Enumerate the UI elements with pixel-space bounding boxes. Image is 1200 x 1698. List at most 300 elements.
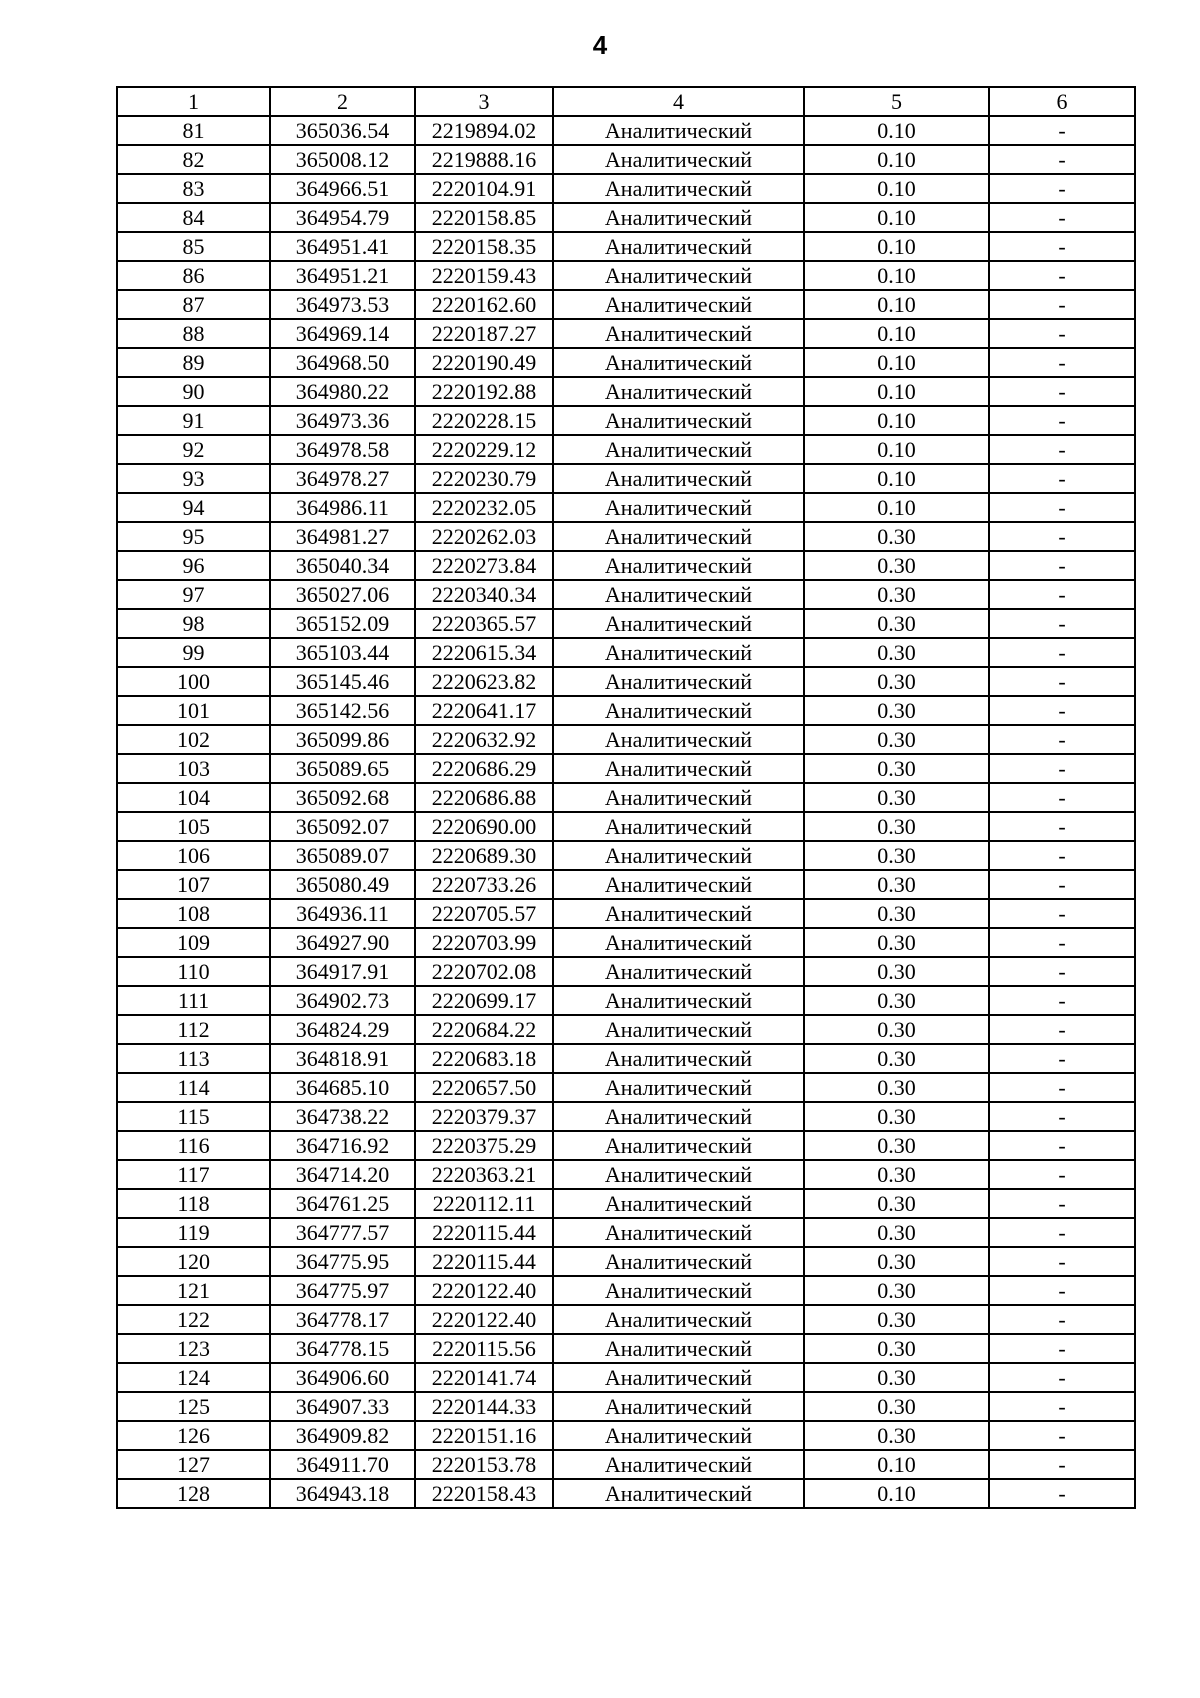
method-cell: Аналитический (553, 1015, 804, 1044)
note-cell: - (989, 870, 1135, 899)
note-cell: - (989, 1189, 1135, 1218)
x-coordinate-cell: 364954.79 (270, 203, 415, 232)
x-coordinate-cell: 364973.53 (270, 290, 415, 319)
table-row (117, 290, 1135, 319)
accuracy-cell: 0.30 (804, 522, 989, 551)
table-row (117, 232, 1135, 261)
table-row (117, 1218, 1135, 1247)
accuracy-cell: 0.30 (804, 870, 989, 899)
y-coordinate-cell: 2220153.78 (415, 1450, 553, 1479)
table-row (117, 1247, 1135, 1276)
point-number-cell: 92 (117, 435, 270, 464)
accuracy-cell: 0.10 (804, 1479, 989, 1508)
x-coordinate-cell: 364778.17 (270, 1305, 415, 1334)
table-row (117, 348, 1135, 377)
header-row (117, 87, 1135, 116)
x-coordinate-cell: 364738.22 (270, 1102, 415, 1131)
note-cell: - (989, 406, 1135, 435)
header-cell-4: 4 (553, 87, 804, 116)
note-cell: - (989, 580, 1135, 609)
method-cell: Аналитический (553, 348, 804, 377)
method-cell: Аналитический (553, 609, 804, 638)
accuracy-cell: 0.30 (804, 1392, 989, 1421)
y-coordinate-cell: 2220365.57 (415, 609, 553, 638)
point-number-cell: 86 (117, 261, 270, 290)
table-row (117, 725, 1135, 754)
note-cell: - (989, 725, 1135, 754)
y-coordinate-cell: 2220684.22 (415, 1015, 553, 1044)
accuracy-cell: 0.30 (804, 1421, 989, 1450)
y-coordinate-cell: 2220190.49 (415, 348, 553, 377)
point-number-cell: 119 (117, 1218, 270, 1247)
method-cell: Аналитический (553, 174, 804, 203)
accuracy-cell: 0.30 (804, 1305, 989, 1334)
note-cell: - (989, 522, 1135, 551)
accuracy-cell: 0.30 (804, 1131, 989, 1160)
note-cell: - (989, 1160, 1135, 1189)
x-coordinate-cell: 365036.54 (270, 116, 415, 145)
note-cell: - (989, 203, 1135, 232)
y-coordinate-cell: 2220192.88 (415, 377, 553, 406)
table-row (117, 928, 1135, 957)
accuracy-cell: 0.30 (804, 754, 989, 783)
method-cell: Аналитический (553, 841, 804, 870)
accuracy-cell: 0.30 (804, 1015, 989, 1044)
y-coordinate-cell: 2220230.79 (415, 464, 553, 493)
y-coordinate-cell: 2220641.17 (415, 696, 553, 725)
y-coordinate-cell: 2220690.00 (415, 812, 553, 841)
point-number-cell: 124 (117, 1363, 270, 1392)
accuracy-cell: 0.10 (804, 348, 989, 377)
y-coordinate-cell: 2220657.50 (415, 1073, 553, 1102)
accuracy-cell: 0.10 (804, 145, 989, 174)
note-cell: - (989, 1479, 1135, 1508)
x-coordinate-cell: 364966.51 (270, 174, 415, 203)
y-coordinate-cell: 2220632.92 (415, 725, 553, 754)
point-number-cell: 85 (117, 232, 270, 261)
x-coordinate-cell: 364978.27 (270, 464, 415, 493)
point-number-cell: 84 (117, 203, 270, 232)
method-cell: Аналитический (553, 1218, 804, 1247)
accuracy-cell: 0.10 (804, 290, 989, 319)
y-coordinate-cell: 2220162.60 (415, 290, 553, 319)
y-coordinate-cell: 2220686.29 (415, 754, 553, 783)
x-coordinate-cell: 365152.09 (270, 609, 415, 638)
y-coordinate-cell: 2220375.29 (415, 1131, 553, 1160)
note-cell: - (989, 319, 1135, 348)
point-number-cell: 94 (117, 493, 270, 522)
method-cell: Аналитический (553, 319, 804, 348)
accuracy-cell: 0.10 (804, 116, 989, 145)
y-coordinate-cell: 2220733.26 (415, 870, 553, 899)
x-coordinate-cell: 364909.82 (270, 1421, 415, 1450)
x-coordinate-cell: 365080.49 (270, 870, 415, 899)
y-coordinate-cell: 2220262.03 (415, 522, 553, 551)
y-coordinate-cell: 2220340.34 (415, 580, 553, 609)
method-cell: Аналитический (553, 957, 804, 986)
y-coordinate-cell: 2220158.85 (415, 203, 553, 232)
table-row (117, 667, 1135, 696)
method-cell: Аналитический (553, 232, 804, 261)
y-coordinate-cell: 2219888.16 (415, 145, 553, 174)
accuracy-cell: 0.30 (804, 1276, 989, 1305)
table-row (117, 1392, 1135, 1421)
method-cell: Аналитический (553, 754, 804, 783)
method-cell: Аналитический (553, 290, 804, 319)
point-number-cell: 88 (117, 319, 270, 348)
point-number-cell: 114 (117, 1073, 270, 1102)
x-coordinate-cell: 364824.29 (270, 1015, 415, 1044)
method-cell: Аналитический (553, 986, 804, 1015)
table-row (117, 1276, 1135, 1305)
point-number-cell: 122 (117, 1305, 270, 1334)
method-cell: Аналитический (553, 899, 804, 928)
point-number-cell: 118 (117, 1189, 270, 1218)
y-coordinate-cell: 2220273.84 (415, 551, 553, 580)
point-number-cell: 91 (117, 406, 270, 435)
accuracy-cell: 0.30 (804, 667, 989, 696)
accuracy-cell: 0.30 (804, 899, 989, 928)
header-cell-5: 5 (804, 87, 989, 116)
point-number-cell: 83 (117, 174, 270, 203)
table-row (117, 1450, 1135, 1479)
point-number-cell: 98 (117, 609, 270, 638)
y-coordinate-cell: 2219894.02 (415, 116, 553, 145)
x-coordinate-cell: 364936.11 (270, 899, 415, 928)
table-row (117, 609, 1135, 638)
accuracy-cell: 0.30 (804, 638, 989, 667)
table-row (117, 783, 1135, 812)
method-cell: Аналитический (553, 1189, 804, 1218)
point-number-cell: 106 (117, 841, 270, 870)
y-coordinate-cell: 2220112.11 (415, 1189, 553, 1218)
table-row (117, 261, 1135, 290)
point-number-cell: 108 (117, 899, 270, 928)
x-coordinate-cell: 364973.36 (270, 406, 415, 435)
point-number-cell: 101 (117, 696, 270, 725)
method-cell: Аналитический (553, 696, 804, 725)
method-cell: Аналитический (553, 1363, 804, 1392)
point-number-cell: 105 (117, 812, 270, 841)
table-row (117, 1044, 1135, 1073)
note-cell: - (989, 783, 1135, 812)
accuracy-cell: 0.10 (804, 174, 989, 203)
table-row (117, 174, 1135, 203)
x-coordinate-cell: 365099.86 (270, 725, 415, 754)
x-coordinate-cell: 364986.11 (270, 493, 415, 522)
table-row (117, 986, 1135, 1015)
header-cell-2: 2 (270, 87, 415, 116)
method-cell: Аналитический (553, 1044, 804, 1073)
point-number-cell: 97 (117, 580, 270, 609)
method-cell: Аналитический (553, 1160, 804, 1189)
note-cell: - (989, 667, 1135, 696)
point-number-cell: 111 (117, 986, 270, 1015)
note-cell: - (989, 812, 1135, 841)
accuracy-cell: 0.30 (804, 609, 989, 638)
note-cell: - (989, 754, 1135, 783)
method-cell: Аналитический (553, 522, 804, 551)
point-number-cell: 123 (117, 1334, 270, 1363)
y-coordinate-cell: 2220122.40 (415, 1305, 553, 1334)
y-coordinate-cell: 2220705.57 (415, 899, 553, 928)
x-coordinate-cell: 364775.97 (270, 1276, 415, 1305)
note-cell: - (989, 638, 1135, 667)
note-cell: - (989, 261, 1135, 290)
y-coordinate-cell: 2220363.21 (415, 1160, 553, 1189)
x-coordinate-cell: 364917.91 (270, 957, 415, 986)
point-number-cell: 112 (117, 1015, 270, 1044)
table-row (117, 1305, 1135, 1334)
table-row (117, 754, 1135, 783)
table-row (117, 406, 1135, 435)
y-coordinate-cell: 2220158.35 (415, 232, 553, 261)
accuracy-cell: 0.10 (804, 261, 989, 290)
point-number-cell: 110 (117, 957, 270, 986)
x-coordinate-cell: 365027.06 (270, 580, 415, 609)
method-cell: Аналитический (553, 783, 804, 812)
accuracy-cell: 0.30 (804, 725, 989, 754)
point-number-cell: 104 (117, 783, 270, 812)
method-cell: Аналитический (553, 1247, 804, 1276)
header-cell-3: 3 (415, 87, 553, 116)
y-coordinate-cell: 2220122.40 (415, 1276, 553, 1305)
note-cell: - (989, 928, 1135, 957)
method-cell: Аналитический (553, 377, 804, 406)
accuracy-cell: 0.30 (804, 986, 989, 1015)
point-number-cell: 107 (117, 870, 270, 899)
accuracy-cell: 0.10 (804, 406, 989, 435)
method-cell: Аналитический (553, 580, 804, 609)
x-coordinate-cell: 364714.20 (270, 1160, 415, 1189)
x-coordinate-cell: 364907.33 (270, 1392, 415, 1421)
point-number-cell: 103 (117, 754, 270, 783)
point-number-cell: 113 (117, 1044, 270, 1073)
x-coordinate-cell: 364902.73 (270, 986, 415, 1015)
accuracy-cell: 0.30 (804, 1334, 989, 1363)
point-number-cell: 96 (117, 551, 270, 580)
x-coordinate-cell: 364775.95 (270, 1247, 415, 1276)
table-row (117, 493, 1135, 522)
note-cell: - (989, 551, 1135, 580)
x-coordinate-cell: 365008.12 (270, 145, 415, 174)
accuracy-cell: 0.10 (804, 493, 989, 522)
y-coordinate-cell: 2220623.82 (415, 667, 553, 696)
point-number-cell: 102 (117, 725, 270, 754)
x-coordinate-cell: 365089.65 (270, 754, 415, 783)
note-cell: - (989, 1276, 1135, 1305)
accuracy-cell: 0.30 (804, 1363, 989, 1392)
x-coordinate-cell: 364685.10 (270, 1073, 415, 1102)
x-coordinate-cell: 364778.15 (270, 1334, 415, 1363)
table-row (117, 1479, 1135, 1508)
x-coordinate-cell: 364968.50 (270, 348, 415, 377)
note-cell: - (989, 290, 1135, 319)
y-coordinate-cell: 2220703.99 (415, 928, 553, 957)
point-number-cell: 81 (117, 116, 270, 145)
method-cell: Аналитический (553, 1421, 804, 1450)
x-coordinate-cell: 365145.46 (270, 667, 415, 696)
y-coordinate-cell: 2220228.15 (415, 406, 553, 435)
x-coordinate-cell: 365089.07 (270, 841, 415, 870)
x-coordinate-cell: 365103.44 (270, 638, 415, 667)
y-coordinate-cell: 2220615.34 (415, 638, 553, 667)
table-row (117, 1073, 1135, 1102)
method-cell: Аналитический (553, 1392, 804, 1421)
method-cell: Аналитический (553, 203, 804, 232)
method-cell: Аналитический (553, 406, 804, 435)
method-cell: Аналитический (553, 1276, 804, 1305)
table-row (117, 841, 1135, 870)
accuracy-cell: 0.30 (804, 1102, 989, 1131)
point-number-cell: 109 (117, 928, 270, 957)
point-number-cell: 121 (117, 1276, 270, 1305)
note-cell: - (989, 1334, 1135, 1363)
x-coordinate-cell: 365142.56 (270, 696, 415, 725)
method-cell: Аналитический (553, 493, 804, 522)
method-cell: Аналитический (553, 1305, 804, 1334)
table-row (117, 870, 1135, 899)
method-cell: Аналитический (553, 464, 804, 493)
method-cell: Аналитический (553, 435, 804, 464)
note-cell: - (989, 1450, 1135, 1479)
point-number-cell: 128 (117, 1479, 270, 1508)
point-number-cell: 117 (117, 1160, 270, 1189)
x-coordinate-cell: 364761.25 (270, 1189, 415, 1218)
accuracy-cell: 0.30 (804, 1218, 989, 1247)
note-cell: - (989, 609, 1135, 638)
y-coordinate-cell: 2220151.16 (415, 1421, 553, 1450)
note-cell: - (989, 493, 1135, 522)
x-coordinate-cell: 364981.27 (270, 522, 415, 551)
table-row (117, 1363, 1135, 1392)
y-coordinate-cell: 2220144.33 (415, 1392, 553, 1421)
note-cell: - (989, 1218, 1135, 1247)
x-coordinate-cell: 364978.58 (270, 435, 415, 464)
table-row (117, 957, 1135, 986)
note-cell: - (989, 1073, 1135, 1102)
table-row (117, 1131, 1135, 1160)
y-coordinate-cell: 2220187.27 (415, 319, 553, 348)
method-cell: Аналитический (553, 1073, 804, 1102)
note-cell: - (989, 1102, 1135, 1131)
note-cell: - (989, 1044, 1135, 1073)
page-number: 4 (592, 30, 608, 60)
point-number-cell: 95 (117, 522, 270, 551)
table-row (117, 638, 1135, 667)
note-cell: - (989, 1247, 1135, 1276)
x-coordinate-cell: 364980.22 (270, 377, 415, 406)
table-row (117, 319, 1135, 348)
method-cell: Аналитический (553, 667, 804, 696)
point-number-cell: 127 (117, 1450, 270, 1479)
y-coordinate-cell: 2220141.74 (415, 1363, 553, 1392)
point-number-cell: 82 (117, 145, 270, 174)
method-cell: Аналитический (553, 812, 804, 841)
table-row (117, 580, 1135, 609)
accuracy-cell: 0.30 (804, 1189, 989, 1218)
point-number-cell: 100 (117, 667, 270, 696)
point-number-cell: 89 (117, 348, 270, 377)
note-cell: - (989, 1305, 1135, 1334)
coordinates-table (116, 86, 1136, 1509)
method-cell: Аналитический (553, 725, 804, 754)
table-row (117, 522, 1135, 551)
method-cell: Аналитический (553, 551, 804, 580)
method-cell: Аналитический (553, 1479, 804, 1508)
table-row (117, 1189, 1135, 1218)
table-row (117, 1015, 1135, 1044)
table-row (117, 1160, 1135, 1189)
table-row (117, 377, 1135, 406)
x-coordinate-cell: 364951.41 (270, 232, 415, 261)
accuracy-cell: 0.10 (804, 203, 989, 232)
accuracy-cell: 0.30 (804, 1160, 989, 1189)
accuracy-cell: 0.30 (804, 783, 989, 812)
note-cell: - (989, 116, 1135, 145)
x-coordinate-cell: 364951.21 (270, 261, 415, 290)
note-cell: - (989, 145, 1135, 174)
accuracy-cell: 0.10 (804, 1450, 989, 1479)
note-cell: - (989, 174, 1135, 203)
note-cell: - (989, 1392, 1135, 1421)
accuracy-cell: 0.30 (804, 1044, 989, 1073)
y-coordinate-cell: 2220232.05 (415, 493, 553, 522)
point-number-cell: 120 (117, 1247, 270, 1276)
y-coordinate-cell: 2220699.17 (415, 986, 553, 1015)
y-coordinate-cell: 2220115.44 (415, 1218, 553, 1247)
y-coordinate-cell: 2220379.37 (415, 1102, 553, 1131)
x-coordinate-cell: 364927.90 (270, 928, 415, 957)
method-cell: Аналитический (553, 1102, 804, 1131)
note-cell: - (989, 348, 1135, 377)
accuracy-cell: 0.10 (804, 232, 989, 261)
accuracy-cell: 0.30 (804, 580, 989, 609)
table-row (117, 435, 1135, 464)
note-cell: - (989, 986, 1135, 1015)
accuracy-cell: 0.30 (804, 812, 989, 841)
note-cell: - (989, 957, 1135, 986)
accuracy-cell: 0.10 (804, 464, 989, 493)
accuracy-cell: 0.30 (804, 957, 989, 986)
y-coordinate-cell: 2220115.56 (415, 1334, 553, 1363)
note-cell: - (989, 377, 1135, 406)
point-number-cell: 116 (117, 1131, 270, 1160)
method-cell: Аналитический (553, 928, 804, 957)
accuracy-cell: 0.10 (804, 377, 989, 406)
header-cell-6: 6 (989, 87, 1135, 116)
method-cell: Аналитический (553, 1334, 804, 1363)
table-row (117, 551, 1135, 580)
x-coordinate-cell: 365040.34 (270, 551, 415, 580)
method-cell: Аналитический (553, 145, 804, 174)
note-cell: - (989, 841, 1135, 870)
point-number-cell: 93 (117, 464, 270, 493)
table-row (117, 696, 1135, 725)
table-row (117, 145, 1135, 174)
y-coordinate-cell: 2220702.08 (415, 957, 553, 986)
y-coordinate-cell: 2220158.43 (415, 1479, 553, 1508)
accuracy-cell: 0.30 (804, 696, 989, 725)
note-cell: - (989, 696, 1135, 725)
table-header (117, 87, 1135, 116)
x-coordinate-cell: 364818.91 (270, 1044, 415, 1073)
table-body (117, 116, 1135, 1508)
x-coordinate-cell: 365092.68 (270, 783, 415, 812)
table-row (117, 464, 1135, 493)
y-coordinate-cell: 2220115.44 (415, 1247, 553, 1276)
point-number-cell: 87 (117, 290, 270, 319)
